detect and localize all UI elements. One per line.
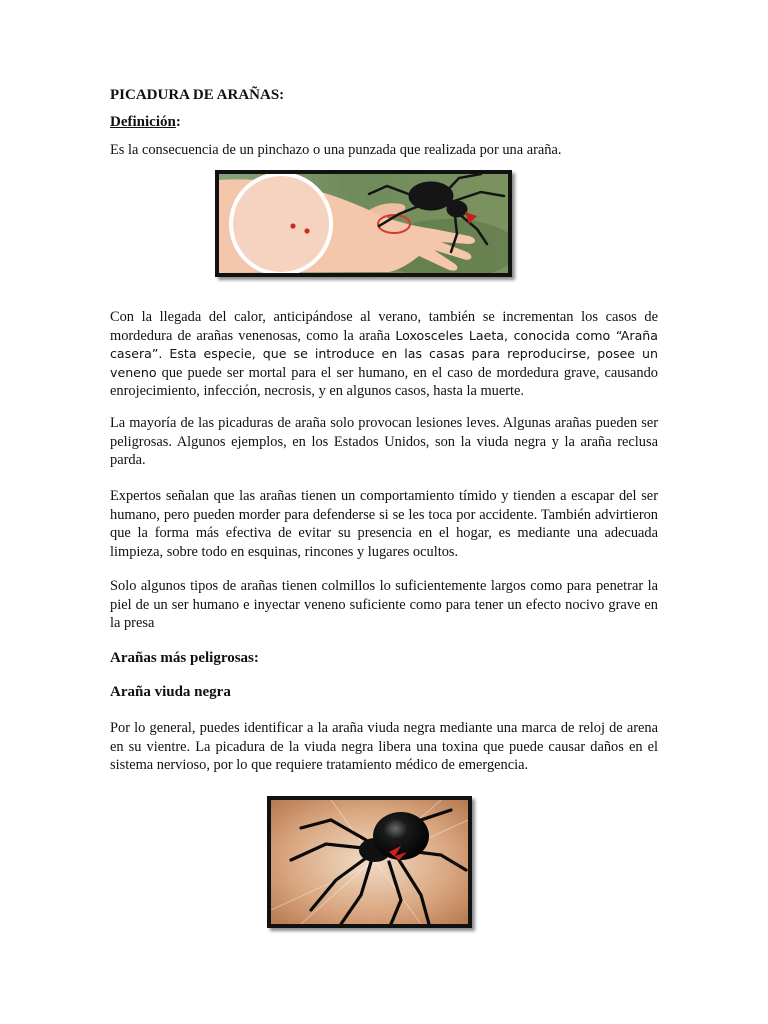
spider-bite-figure — [215, 170, 512, 277]
dangerous-spiders-heading: Arañas más peligrosas: — [110, 650, 259, 666]
paragraph-experts: Expertos señalan que las arañas tienen un comportamiento tímido y tienden a escapar del ser humano, pero pueden morder para defenderse si se les toca por accidente. También advirtieron que la forma más efectiva de evitar su presencia en el hogar, es mediante una adecuada limpieza, sobre todo en esquinas, rincones y lugares ocultos. — [110, 488, 658, 560]
paragraph-mild-bites: La mayoría de las picaduras de araña solo provocan lesiones leves. Algunas arañas pueden ser peligrosas. Algunos ejemplos, en los Estados Unidos, son la viuda negra y la araña reclusa parda. — [110, 415, 658, 469]
paragraph-black-widow: Por lo general, puedes identificar a la araña viuda negra mediante una marca de reloj de arena en su vientre. La picadura de la viuda negra libera una toxina que puede causar daños en el sistema nervioso, por lo que requiere tratamiento médico de emergencia. — [110, 720, 658, 774]
definition-text: Es la consecuencia de un pinchazo o una punzada que realizada por una araña. — [110, 142, 562, 158]
paragraph-fangs: Solo algunos tipos de arañas tienen colmillos lo suficientemente largos como para penetrar la piel de un ser humano e inyectar veneno suficiente como para tener un efecto nocivo grave en la presa — [110, 578, 658, 632]
black-widow-heading: Araña viuda negra — [110, 684, 231, 700]
black-widow-spider-photo-icon — [271, 800, 468, 924]
hand-spider-bite-illustration-icon — [219, 174, 508, 273]
document-title: PICADURA DE ARAÑAS: — [110, 87, 285, 103]
black-widow-figure — [267, 796, 472, 928]
paragraph-loxosceles-start: Con la llegada del calor, anticipándose al verano, también se incrementan los casos de mordedura de arañas venenosas, como la araña — [110, 309, 658, 344]
definition-label: Definición — [110, 114, 176, 130]
definition-heading — [110, 114, 181, 131]
paragraph-loxosceles — [110, 308, 658, 401]
paragraph-loxosceles-end: que puede ser mortal para el ser humano, en el caso de mordedura grave, causando enrojecimiento, infección, necrosis, y en algunos casos, hasta la muerte. — [110, 364, 658, 400]
paragraph-loxosceles-sans: Loxosceles Laeta, conocida como “Araña casera”. Esta especie, que se introduce en las casas para reproducirse, posee un veneno — [110, 327, 658, 380]
definition-colon: : — [175, 114, 181, 130]
